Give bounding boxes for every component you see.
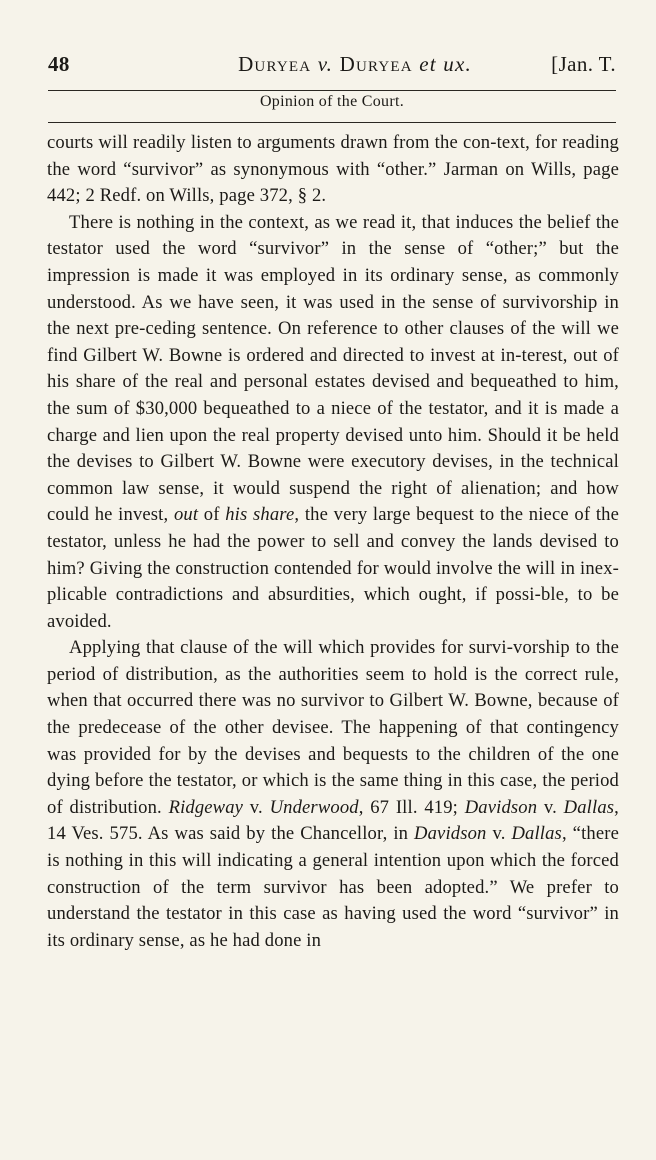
case-defendant: Duryea xyxy=(339,52,413,76)
italic-text: out xyxy=(173,504,199,526)
italic-text: Dallas xyxy=(563,796,615,818)
text-run: There is nothing in the context, as we read it, that induces the belief the testator used the word “survivor” in the sense of “other;” but the impression is made it was employed in its ordinary sense, as commonly understood. As we have seen, it was used in the sense of survivorship in the next pre-ceding sentence. On reference to other clauses of the will we find Gilbert W. Bowne is ordered and directed to invest at in-terest, out of his share of the real and personal estates devised and bequeathed to him, the sum of $30,000 bequeathed to a niece of the testator, and it is made a charge and lien upon the real property devised unto him. Should it be held the devises to Gilbert W. Bowne were executory devises, in the technical common law sense, it would suspend the right of alienation; and how could he invest, xyxy=(47,211,619,526)
paragraph xyxy=(47,130,619,210)
text-run: courts will readily listen to arguments drawn from the con-text, for reading the word “survivor” as synonymous with “other.” Jarman on Wills, page 442; 2 Redf. on Wills, page 372, § 2. xyxy=(47,132,619,207)
text-run: , 67 Ill. 419; xyxy=(358,796,465,818)
italic-text: Dallas xyxy=(511,823,562,845)
case-et-ux: et ux. xyxy=(419,52,472,76)
text-run: , 14 Ves. 575. As was said by the Chancellor, in xyxy=(47,796,619,845)
header-rule-top xyxy=(48,90,616,91)
case-plaintiff: Duryea xyxy=(238,52,312,76)
italic-text: Davidson xyxy=(414,823,487,845)
text-run: v. xyxy=(486,823,512,845)
paragraph xyxy=(47,635,619,954)
case-title xyxy=(46,52,620,77)
italic-text: Underwood xyxy=(269,796,359,818)
italic-text: his share xyxy=(225,504,295,526)
running-head xyxy=(46,52,620,84)
italic-text: Ridgeway xyxy=(168,796,244,818)
paragraph xyxy=(47,210,619,636)
header-rule-bottom xyxy=(48,122,616,123)
case-versus: v. xyxy=(317,52,334,76)
text-run: v. xyxy=(537,796,564,818)
text-run: , “there is nothing in this will indicating a general intention upon which the forced construction of the term survivor has been adopted.” We prefer to understand the testator in this case as having used the word “survivor” in its ordinary sense, as he had done in xyxy=(47,823,619,951)
term-label: [Jan. T. xyxy=(551,52,616,76)
page-number: 48 xyxy=(48,52,70,76)
text-run: , the very large bequest to the niece of the testator, unless he had the power to sell and convey the lands devised to him? Giving the construction contended for would involve the will in inex-plicable contradictions and absurdities, which ought, if possi-ble, to be avoided. xyxy=(47,504,619,632)
text-run: of xyxy=(198,504,226,526)
italic-text: Davidson xyxy=(464,796,538,818)
text-run: Applying that clause of the will which provides for survi-vorship to the period of distribution, as the authorities seem to hold is the correct rule, when that occurred there was no survivor to Gilbert W. Bowne, because of the predecease of the other devisee. The happening of that contingency was provided for by the devises and bequests to the children of the one dying before the testator, or which is the same thing in this case, the period of distribution. xyxy=(47,637,619,818)
section-label: Opinion of the Court. xyxy=(259,93,405,110)
opinion-body xyxy=(47,130,619,954)
text-run: v. xyxy=(243,796,270,818)
